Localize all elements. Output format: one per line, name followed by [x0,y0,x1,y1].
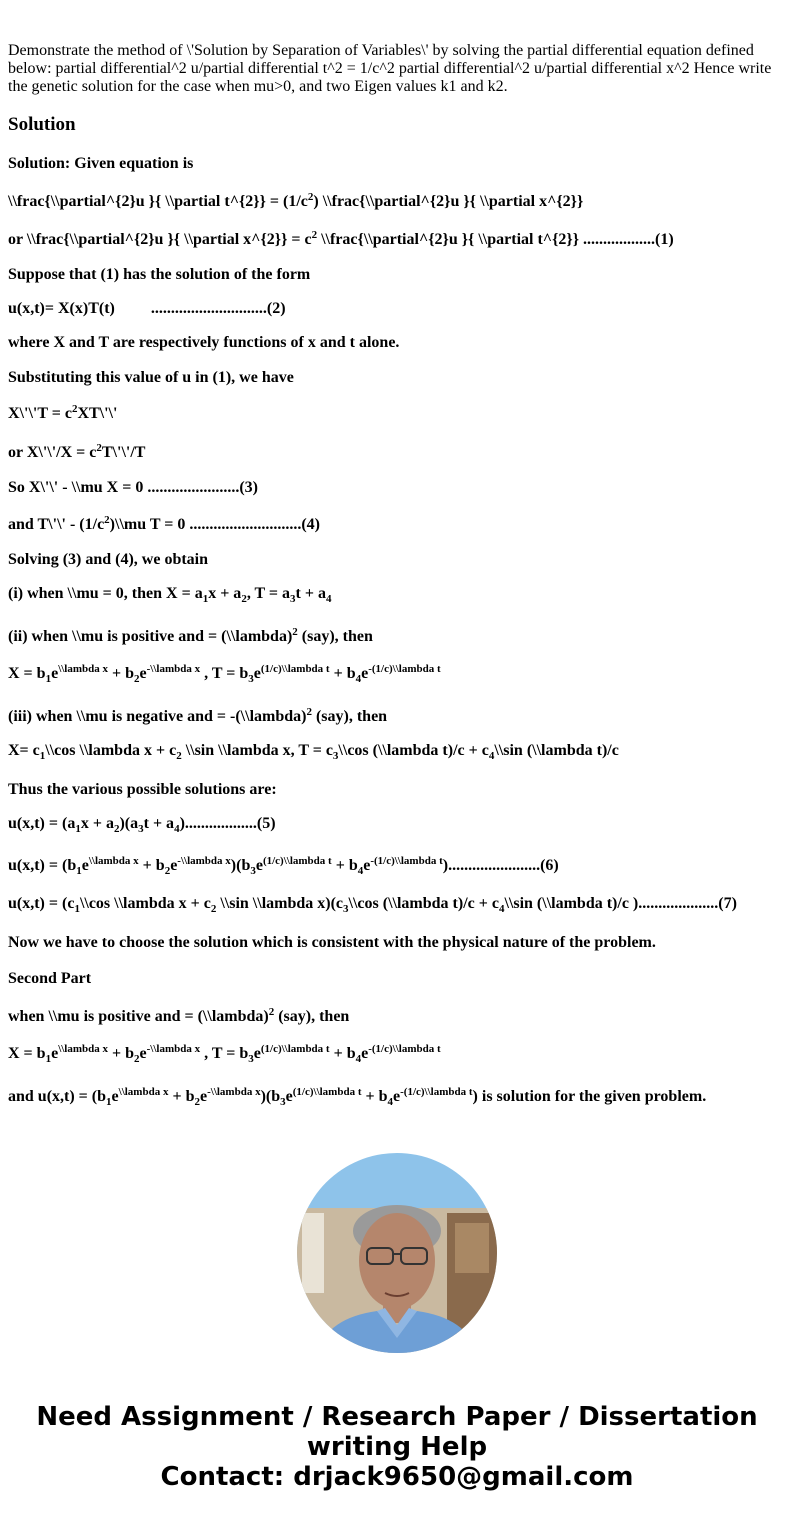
author-portrait-graphic [297,1153,497,1353]
solution-heading: Solution [8,114,76,135]
author-photo [297,1153,497,1353]
solution-6-line: $u(x,t) = (b_1e^{\backslash\backslash lambda x} + b_2e^{-\backslash\backslash lambda x})(b_3e^{(1/c)\backslash\backslash lambda t} + b_4e^{-(1/c)\backslash\backslash lambda t}).......................(6)$ [8,855,559,877]
promo-line-1: Need Assignment / Research Paper / Dissertation [36,1402,758,1432]
text-line: where X and T are respectively functions of x and t alone. [8,334,400,351]
contact-email[interactable]: Contact: drjack9650@gmail.com [160,1462,634,1492]
given-equation-label: Solution: Given equation is [8,155,194,172]
text-line: Now we have to choose the solution which is consistent with the physical nature of the problem. [8,934,656,951]
case-2-solution: $X = b_1e^{\backslash\backslash lambda x} + b_2e^{-\backslash\backslash lambda x}$ , $T = b_3e^{(1/c)\backslash\backslash lambda t} + b_4e^{-(1/c)\backslash\backslash lambda t}$ [8,663,441,685]
text-line: Solving (3) and (4), we obtain [8,551,209,568]
solution-5-line: $u(x,t) = (a_1x + a_2)(a_3t + a_4)..................(5)$ [8,815,276,835]
text-line: Thus the various possible solutions are: [8,781,277,798]
solution-7-line: $u(x,t) = (c_1\backslash\backslash\cos$ \\lambda $x + c_2$ \\sin \\lambda $x)(c_3\backslash\backslash\cos$ (\\lambda $t)/c + c_4\backslash\backslash\sin$ (\\lambda t)/c )....................(7) [8,895,737,915]
case-3-solution: $X= c_1\backslash\backslash\cos$ \\lambda $x + c_2$ \\sin \\lambda x, $T = c_3\backslash\backslash\cos$ (\\lambda $t)/c + c_4\backslash\backslash\sin$ (\\lambda t)/c [8,742,619,762]
equation-line: X\'\'T = $c^2XT\backslash'\backslash'$ [8,403,118,422]
equation-2-line: u(x,t)= X(x)T(t) .............................(2) [8,300,286,317]
equation-line: or X\'\'/X = $c^2T\backslash'\backslash'/T$ [8,442,146,461]
second-part-condition: when \\mu is positive and = (\\lambda)$^2$ (say), then [8,1006,350,1025]
text-line: Suppose that (1) has the solution of the form [8,266,311,283]
case-3-line: (iii) when \\mu is negative and = -(\\lambda)$^2$ (say), then [8,706,388,725]
question-text: Demonstrate the method of \'Solution by Separation of Variables\' by solving the partial differential equation defined below: partial differential^2 u/partial differential t^2 = 1/c^2 partial differential^2 u/partial differential x^2 Hence write the genetic solution for the case when mu>0, and two Eigen values k1 and k2. [8,42,772,95]
promo-footer [0,1402,794,1492]
second-part-heading: Second Part [8,970,92,987]
case-2-line: (ii) when \\mu is positive and = (\\lambda)$^2$ (say), then [8,626,373,645]
text-line: Substituting this value of u in (1), we have [8,369,294,386]
equation-4-line: and T\'\' - $(1/c^2)\backslash\backslash mu$ T = 0 ............................(4) [8,514,320,533]
promo-line-2: writing Help [306,1432,488,1462]
equation-3-line: So X\'\' - \\mu X = 0 .......................(3) [8,479,259,496]
equation-1-line: or \\frac{\\partial^{2}u }{ \\partial x^{2}} = $c^2$ \\frac{\\partial^{2}u }{ \\partial t^{2}} ..................(1) [8,229,674,248]
final-solution-line: and $u(x,t) = (b_1e^{\backslash\backslash lambda x} + b_2e^{-\backslash\backslash lambda x})(b_3e^{(1/c)\backslash\backslash lambda t} + b_4e^{-(1/c)\backslash\backslash lambda t})$ is solution for the given problem. [8,1086,707,1108]
equation-line: \\frac{\\partial^{2}u }{ \\partial t^{2}} = $(1/c^2)$ \\frac{\\partial^{2}u }{ \\partial x^{2}} [8,191,584,210]
second-part-solution: $X = b_1e^{\backslash\backslash lambda x} + b_2e^{-\backslash\backslash lambda x}$ , $T = b_3e^{(1/c)\backslash\backslash lambda t} + b_4e^{-(1/c)\backslash\backslash lambda t}$ [8,1043,441,1065]
case-1-line: (i) when \\mu = 0, then $X = a_1x + a_2$, $T = a_3t + a_4$ [8,585,332,605]
